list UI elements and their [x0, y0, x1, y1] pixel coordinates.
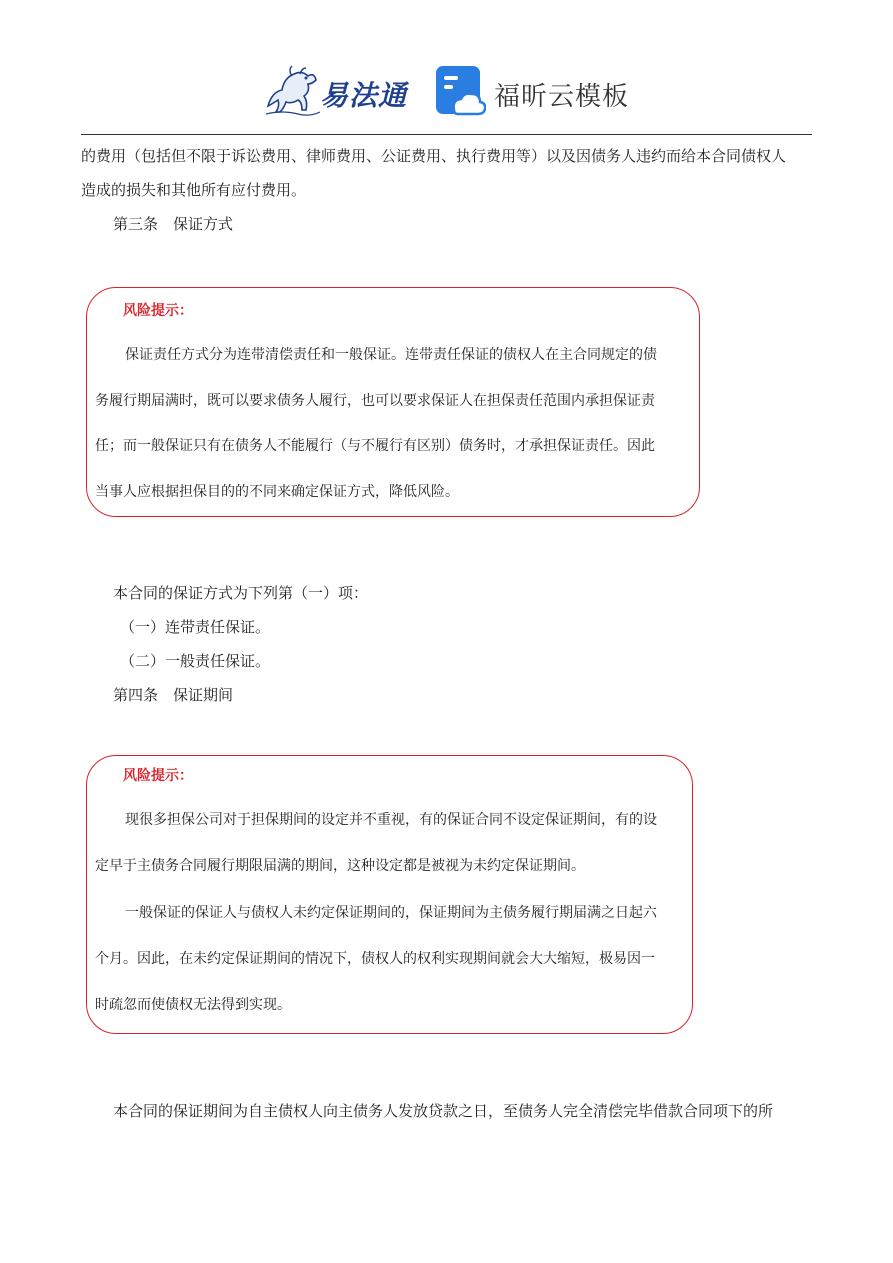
- risk-warning-title: 风险提示：: [123, 768, 193, 784]
- option-item-2: （二）一般责任保证。: [120, 652, 271, 670]
- risk-warning-line: 保证责任方式分为连带清偿责任和一般保证。连带责任保证的债权人在主合同规定的债: [125, 347, 657, 363]
- risk-warning-line: 定早于主债务合同履行期限届满的期间，这种设定都是被视为未约定保证期间。: [95, 858, 585, 874]
- risk-warning-title: 风险提示：: [123, 303, 193, 319]
- risk-warning-line: 个月。因此，在未约定保证期间的情况下，债权人的权利实现期间就会大大缩短，极易因一: [95, 951, 655, 967]
- paragraph-line: 造成的损失和其他所有应付费用。: [81, 181, 307, 199]
- risk-warning-line: 任；而一般保证只有在债务人不能履行（与不履行有区别）债务时，才承担保证责任。因此: [95, 438, 655, 454]
- article-3-title: 第三条 保证方式: [113, 215, 234, 233]
- risk-warning-line: 务履行期届满时，既可以要求债务人履行，也可以要求保证人在担保责任范围内承担保证责: [95, 393, 655, 409]
- cloud-document-logo-icon: [436, 64, 486, 116]
- article-4-text: 本合同的保证期间为自主债权人向主债务人发放贷款之日，至债务人完全清偿完毕借款合同项下的所: [113, 1102, 774, 1120]
- risk-warning-box-1: [86, 287, 700, 517]
- article-4-title: 第四条 保证期间: [113, 686, 234, 704]
- risk-warning-box-2: [86, 755, 693, 1034]
- page-header: [0, 60, 893, 124]
- risk-warning-line: 一般保证的保证人与债权人未约定保证期间的，保证期间为主债务履行期届满之日起六: [125, 905, 657, 921]
- header-divider: [81, 134, 812, 135]
- paragraph-line: 的费用（包括但不限于诉讼费用、律师费用、公证费用、执行费用等）以及因债务人违约而给本合同债权人: [81, 147, 787, 165]
- risk-warning-line: 现很多担保公司对于担保期间的设定并不重视，有的保证合同不设定保证期间，有的设: [125, 812, 657, 828]
- option-item-1: （一）连带责任保证。: [120, 618, 271, 636]
- article-3-choice: 本合同的保证方式为下列第（一）项：: [113, 584, 369, 602]
- fuxin-logo: [436, 64, 646, 120]
- yifatong-logo: [262, 62, 414, 118]
- yifatong-logo-text: 易法通: [320, 79, 408, 112]
- risk-warning-line: 当事人应根据担保目的的不同来确定保证方式，降低风险。: [95, 484, 459, 500]
- qilin-logo-icon: [262, 62, 324, 118]
- risk-warning-line: 时疏忽而使债权无法得到实现。: [95, 997, 291, 1013]
- fuxin-logo-text: 福昕云模板: [494, 82, 630, 112]
